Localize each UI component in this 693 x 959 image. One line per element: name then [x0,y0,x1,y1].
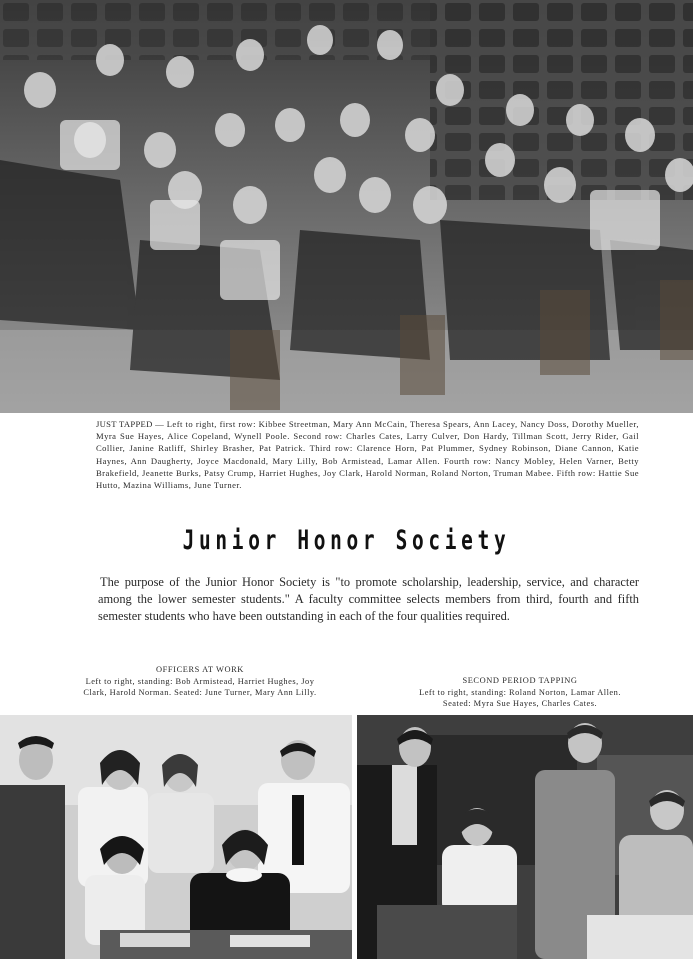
officers-heading: OFFICERS AT WORK [156,665,244,674]
tapping-text: Left to right, standing: Roland Norton, Lamar Allen. Seated: Myra Sue Hayes, Charles Cates. [419,687,621,709]
officers-caption [78,664,322,699]
page-title: Junior Honor Society [182,525,511,556]
caption-lead: JUST TAPPED — [96,419,165,429]
caption-text: Left to right, first row: Kibbee Streetman, Mary Ann McCain, Theresa Spears, Ann Lacey, Nancy Doss, Dorothy Mueller, Myra Sue Hayes, Alice Copeland, Wynell Poole. Second row: Charles Cates, Larry Culver, Don Hardy, Tillman Scott, Jerry Rider, Gail Collier, Janine Ratliff, Shirley Brasher, Pat Patrick. Third row: Clarence Horn, Pat Plummer, Sydney Robinson, Diane Cannon, Katie Haynes, Ann Daugherty, Joyce Macdonald, Mary Lilly, Bob Armistead, Lamar Allen. Fourth row: Nancy Mobley, Helen Varner, Betty Brakefield, Jeanette Burks, Patsy Crump, Harriet Hughes, Joy Clark, Harold Norman, Roland Norton, Truman Mabee. Fifth row: Hattie Sue Hutto, Mazina Williams, June Turner. [96,419,640,491]
just-tapped-group-photo [0,0,693,413]
second-period-tapping-photo [357,715,693,959]
officers-text: Left to right, standing: Bob Armistead, Harriet Hughes, Joy Clark, Harold Norman. Seated: June Turner, Mary Ann Lilly. [83,676,317,698]
officers-at-work-photo [0,715,352,959]
tapping-caption [405,675,635,710]
purpose-paragraph: The purpose of the Junior Honor Society is "to promote scholarship, leadership, service, and character among the lower semester students." A faculty committee selects members from third, fourth and fifth semester students who have been outstanding in each of the four qualities required. [98,575,639,624]
just-tapped-caption [96,418,639,491]
tapping-heading: SECOND PERIOD TAPPING [462,676,578,685]
